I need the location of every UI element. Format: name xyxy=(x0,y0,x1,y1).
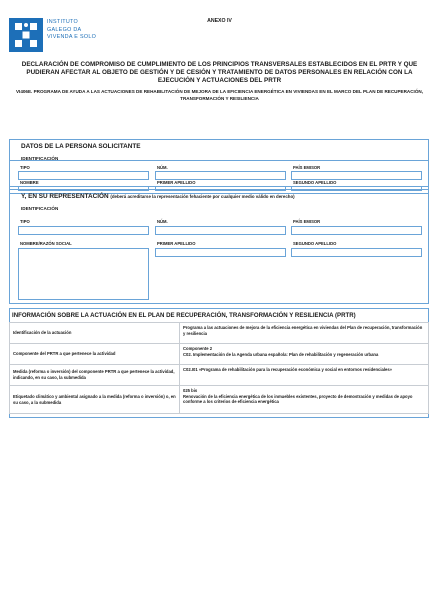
representative-surname2-field[interactable] xyxy=(291,248,422,257)
representative-type-field[interactable] xyxy=(18,226,149,235)
prtr-section-title: INFORMACIÓN SOBRE LA ACTUACIÓN EN EL PLAN DE RECUPERACIÓN, TRANSFORMACIÓN Y RESILIENCIA (PRTR) xyxy=(12,312,356,319)
representative-surname1-label: PRIMER APELLIDO xyxy=(157,241,196,246)
representative-country-label: PAÍS EMISOR xyxy=(293,219,321,224)
representative-name-label: NOMBRE/RAZÓN SOCIAL xyxy=(20,241,72,246)
representative-note: (deberá acreditarse la representación fehaciente por cualquier medio válido en derecho) xyxy=(110,194,295,199)
table-row xyxy=(10,365,429,386)
applicant-number-label: NÚM. xyxy=(157,165,168,170)
prtr-row-value: 025 bis Renovación de la eficiencia energética de los inmuebles existentes, proyecto de demostración y medidas de apoyo conforme a los criterios de eficiencia energética xyxy=(180,386,429,414)
prtr-info-table xyxy=(9,322,429,414)
representative-title-text: Y, EN SU REPRESENTACIÓN xyxy=(21,193,109,200)
representative-number-field[interactable] xyxy=(155,226,286,235)
logo-text: INSTITUTO GALEGO DA VIVENDA E SOLO xyxy=(47,19,97,41)
applicant-section-title: DATOS DE LA PERSONA SOLICITANTE xyxy=(21,143,141,150)
applicant-surname2-label: SEGUNDO APELLIDO xyxy=(293,180,337,185)
program-subtitle: VI406E. PROGRAMA DE AYUDA A LAS ACTUACIONES DE REHABILITACIÓN DE MEJORA DE LA EFICIENCIA ENERGÉTICA EN VIVIENDAS EN EL MARCO DEL PLAN DE RECUPERACIÓN, TRANSFORMACIÓN Y RESILIENCIA xyxy=(15,89,423,102)
representative-surname2-label: SEGUNDO APELLIDO xyxy=(293,241,337,246)
table-row xyxy=(10,386,429,414)
prtr-row-label: Medida (reforma o inversión) del componente PRTR a que pertenece la actividad, indicando, en su caso, la submedida xyxy=(10,365,180,386)
document-title: DECLARACIÓN DE COMPROMISO DE CUMPLIMIENTO DE LOS PRINCIPIOS TRANSVERSALES ESTABLECIDOS EN EL PRTR Y QUE PUDIERAN AFECTAR AL OBJETO DE GESTIÓN Y DE CESIÓN Y TRATAMIENTO DE DATOS PERSONALES EN RELACIÓN CON LA EJECUCIÓN Y ACTUACIONES DEL PRTR xyxy=(21,61,418,84)
representative-type-label: TIPO xyxy=(20,219,30,224)
prtr-row-label: Etiquetado climático y ambiental asignado a la medida (reforma o inversión) o, en su caso, a la submedida xyxy=(10,386,180,414)
prtr-row-label: Componente del PRTR a que pertenece la actividad xyxy=(10,344,180,365)
representative-country-field[interactable] xyxy=(291,226,422,235)
representative-surname1-field[interactable] xyxy=(155,248,286,257)
representative-identification-label: IDENTIFICACIÓN xyxy=(21,206,59,211)
applicant-name-label: NOMBRE xyxy=(20,180,39,185)
table-row xyxy=(10,323,429,344)
prtr-row-value: Componente 2 C02. Implementación de la Agenda urbana española: Plan de rehabilitación y regeneración urbana xyxy=(180,344,429,365)
representative-number-label: NÚM. xyxy=(157,219,168,224)
table-row xyxy=(10,344,429,365)
applicant-type-label: TIPO xyxy=(20,165,30,170)
prtr-row-value: C02.I01 «Programa de rehabilitación para la recuperación económica y social en entornos residenciales» xyxy=(180,365,429,386)
annex-label: ANEXO IV xyxy=(207,18,232,24)
representative-name-field[interactable] xyxy=(18,248,149,300)
applicant-identification-label: IDENTIFICACIÓN xyxy=(21,156,59,161)
representative-section-title xyxy=(21,193,295,200)
applicant-country-label: PAÍS EMISOR xyxy=(293,165,321,170)
prtr-row-label: Identificación de la actuación xyxy=(10,323,180,344)
prtr-row-value: Programa a las actuaciones de mejora de la eficiencia energética en viviendas del Plan de recuperación, transformación y resiliencia xyxy=(180,323,429,344)
applicant-surname1-label: PRIMER APELLIDO xyxy=(157,180,196,185)
